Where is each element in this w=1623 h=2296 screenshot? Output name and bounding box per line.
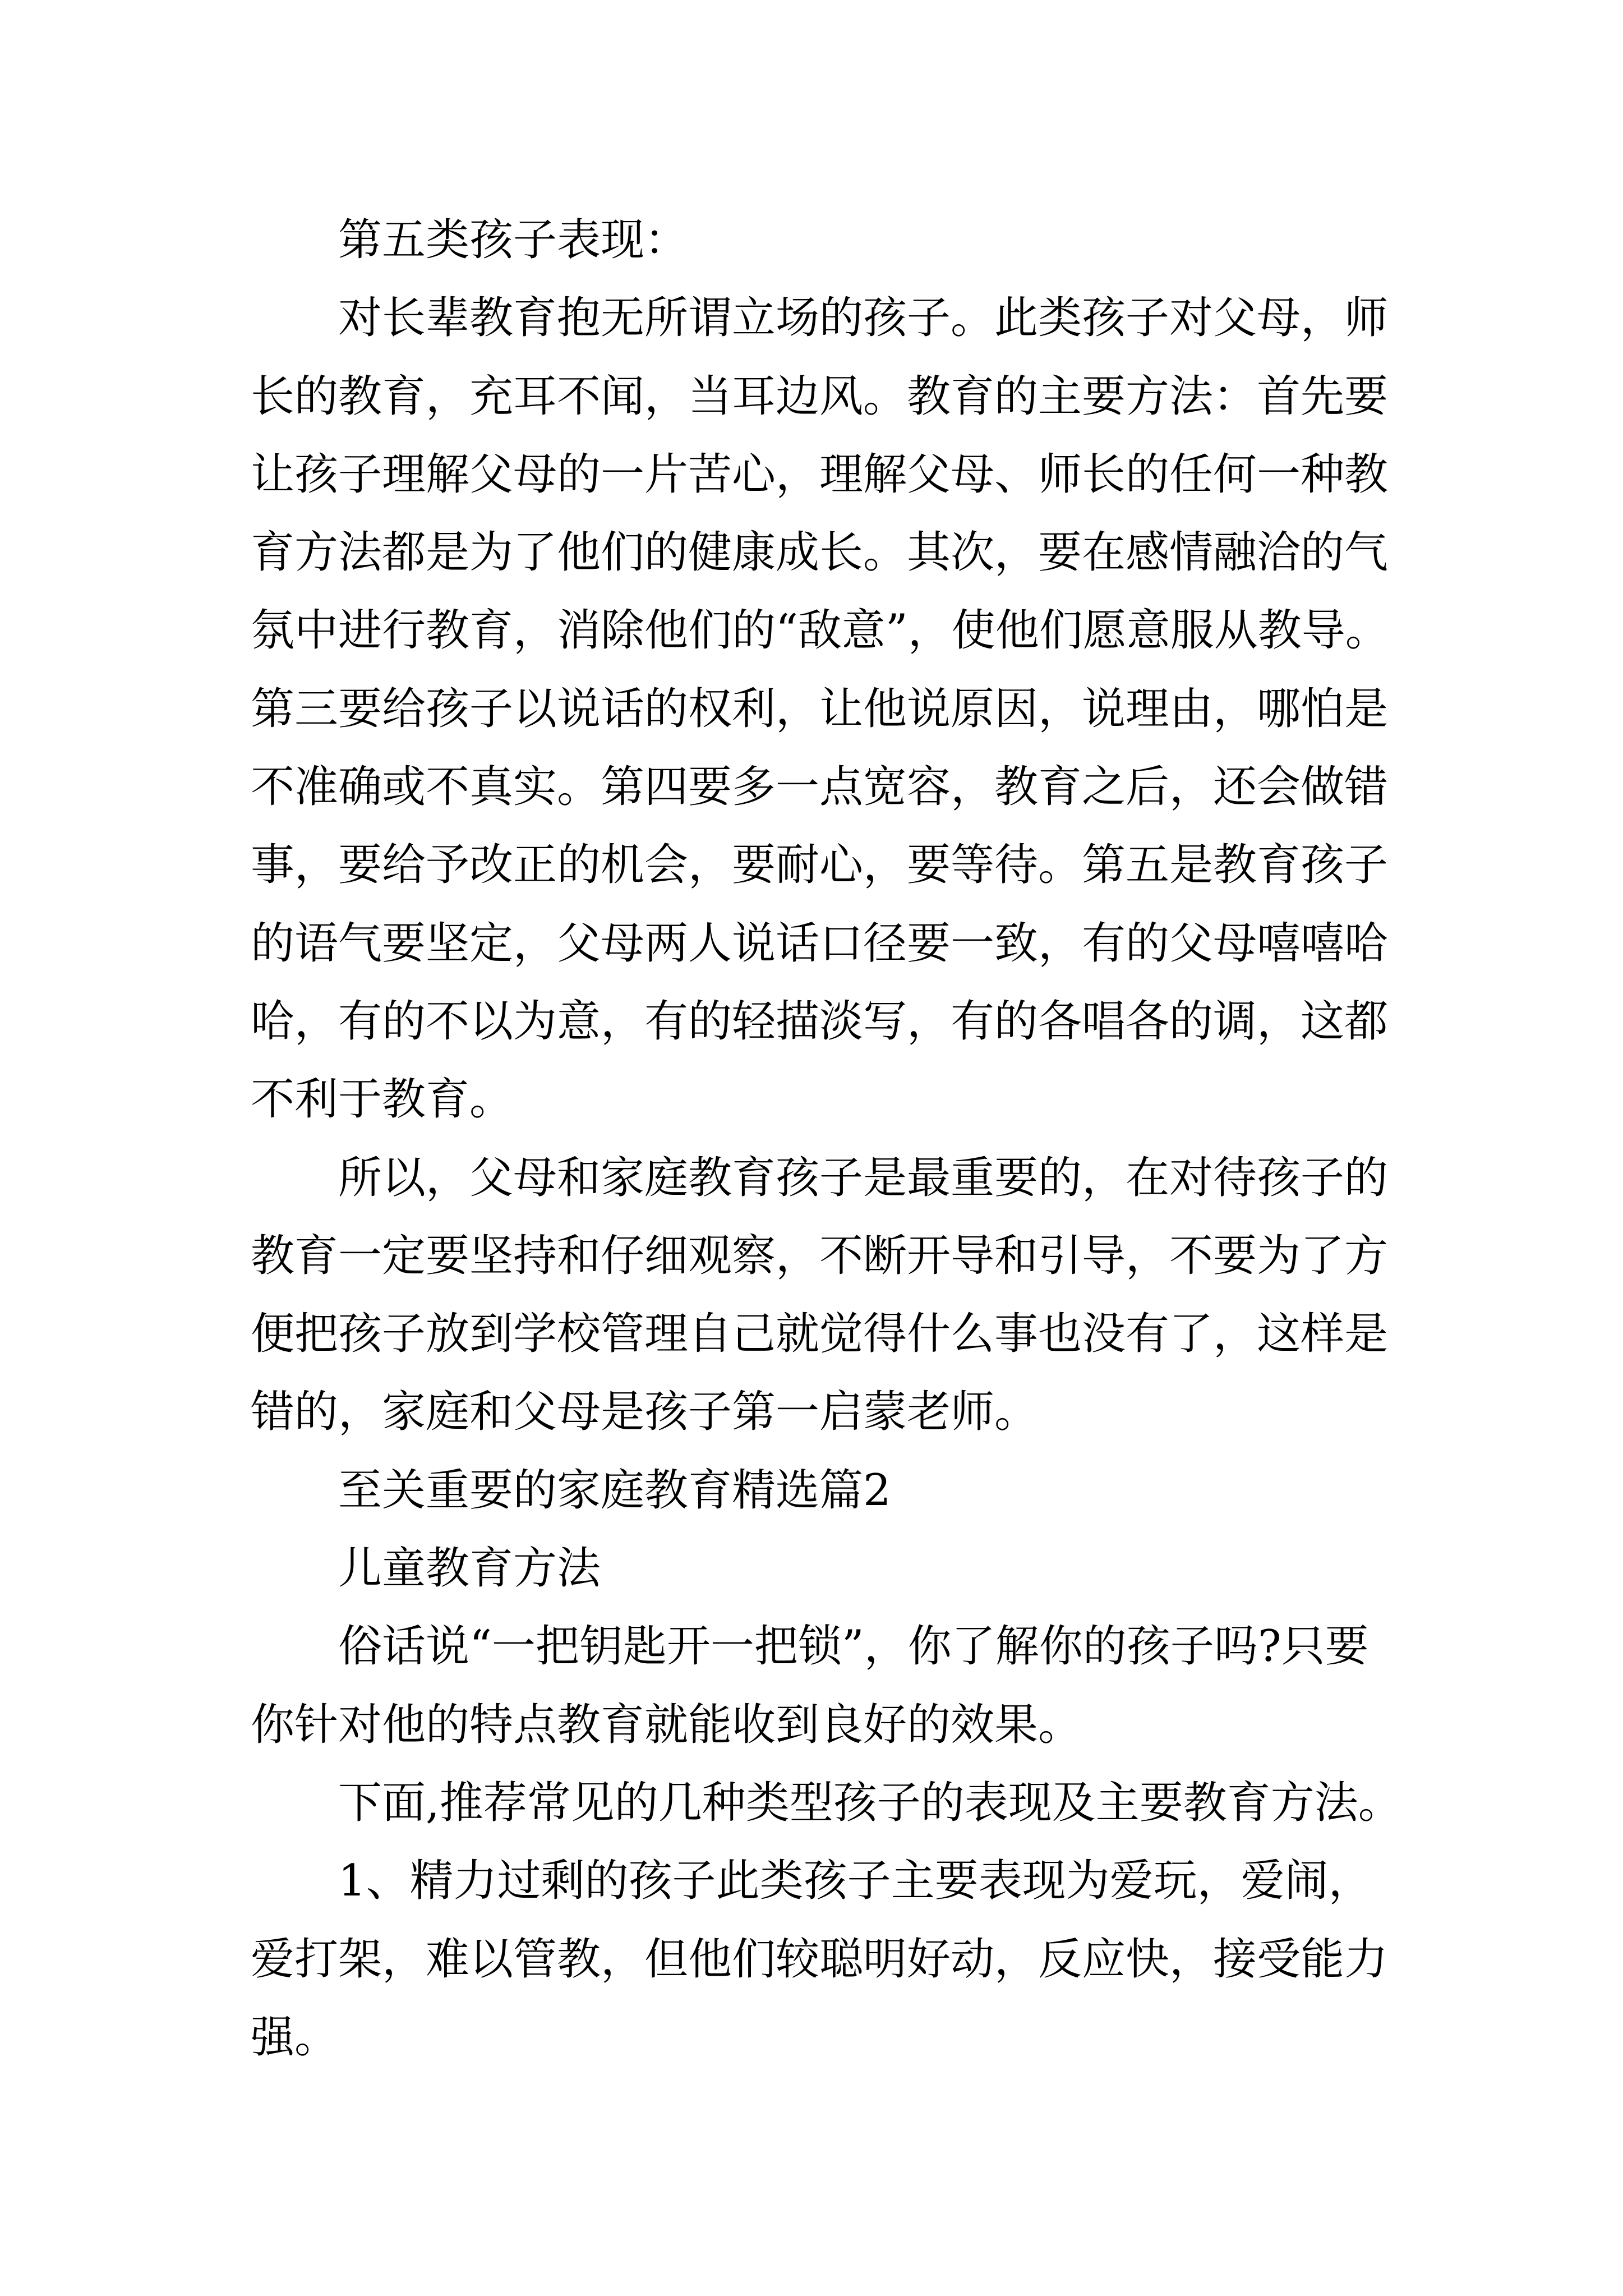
body-text-line: 哈，有的不以为意，有的轻描淡写，有的各唱各的调，这都 (251, 996, 1389, 1047)
body-text-line: 不准确或不真实。第四要多一点宽容，教育之后，还会做错 (251, 762, 1389, 813)
paragraph-fifth-type-heading (251, 201, 1388, 279)
body-text-line: 不利于教育。 (251, 1074, 514, 1125)
body-text-line: 教育一定要坚持和仔细观察，不断开导和引导，不要为了方 (251, 1230, 1389, 1281)
section-title-child-education-methods (251, 1530, 1388, 1608)
body-text-line: 俗话说“一把钥匙开一把锁”，你了解你的孩子吗?只要 (338, 1621, 1369, 1672)
body-text-line: 育方法都是为了他们的健康成长。其次，要在感情融洽的气 (251, 527, 1389, 578)
document-body (251, 201, 1402, 2077)
body-text-line: 第三要给孩子以说话的权利，让他说原因，说理由，哪怕是 (251, 683, 1389, 734)
body-text-line: 1、精力过剩的孩子此类孩子主要表现为爱玩，爱闹， (338, 1856, 1372, 1907)
body-text-line: 对长辈教育抱无所谓立场的孩子。此类孩子对父母，师 (338, 293, 1389, 344)
body-text-line: 爱打架，难以管教，但他们较聪明好动，反应快，接受能力 (251, 1934, 1389, 1985)
body-text-line: 你针对他的特点教育就能收到良好的效果。 (251, 1699, 1082, 1750)
article-subtitle (251, 1452, 1388, 1530)
body-text-line: 下面,推荐常见的几种类型孩子的表现及主要教育方法。 (338, 1777, 1402, 1828)
body-text-line: 的语气要坚定，父母两人说话口径要一致，有的父母嘻嘻哈 (251, 918, 1389, 969)
body-text-line: 便把孩子放到学校管理自己就觉得什么事也没有了，这样是 (251, 1309, 1389, 1360)
body-text-line: 错的，家庭和父母是孩子第一启蒙老师。 (251, 1387, 1039, 1438)
paragraph-conclusion (251, 1139, 1388, 1452)
paragraph-type-1-energetic-child (251, 1842, 1388, 2077)
paragraph-types-intro (251, 1764, 1402, 1842)
paragraph-fifth-type-description (251, 279, 1388, 1139)
section-title-line: 儿童教育方法 (338, 1543, 601, 1594)
body-text-line: 强。 (251, 2012, 339, 2063)
body-text-line: 长的教育，充耳不闻，当耳边风。教育的主要方法：首先要 (251, 371, 1389, 422)
subtitle-line: 至关重要的家庭教育精选篇2 (338, 1465, 891, 1516)
body-text-line: 事，要给予改正的机会，要耐心，要等待。第五是教育孩子 (251, 840, 1389, 891)
body-text-line: 让孩子理解父母的一片苦心，理解父母、师长的任何一种教 (251, 449, 1389, 500)
body-text-line: 氛中进行教育，消除他们的“敌意”，使他们愿意服从教导。 (251, 605, 1389, 656)
paragraph-proverb-intro (251, 1608, 1388, 1764)
body-text-line: 所以，父母和家庭教育孩子是最重要的，在对待孩子的 (338, 1152, 1389, 1203)
heading-line: 第五类孩子表现： (338, 215, 689, 265)
